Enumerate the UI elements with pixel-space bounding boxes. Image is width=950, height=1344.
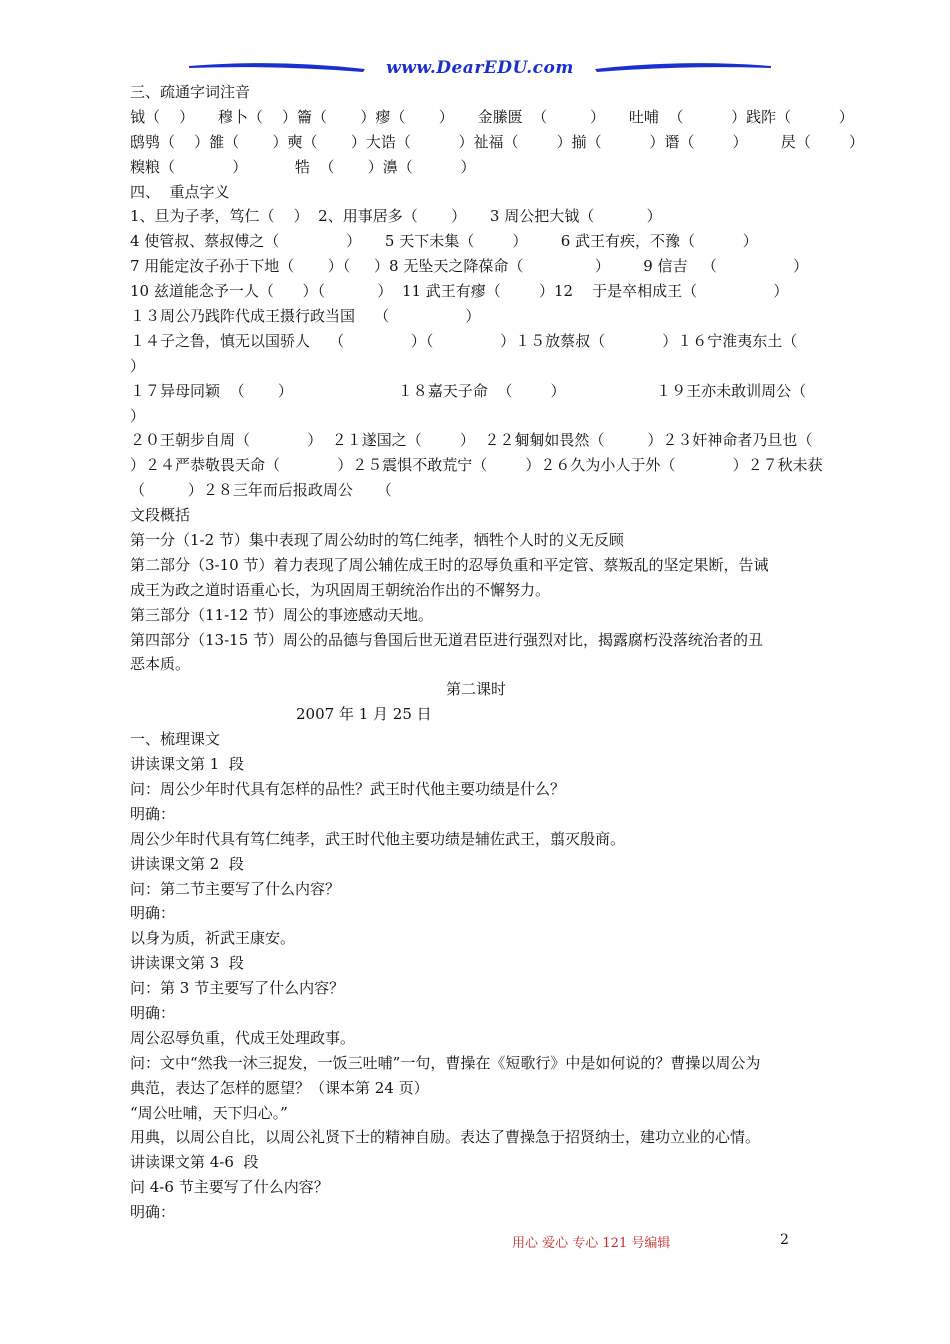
text-line: 钺（ ） 穆卜（ ）籥（ ）瘳（ ） 金縢匮 （ ） 吐哺 （ ）践阼（ ）: [130, 107, 854, 126]
text-line: 问：第二节主要写了什么内容？: [130, 879, 341, 898]
text-line: 周公忍辱负重，代成王处理政事。: [130, 1028, 356, 1047]
text-line: 4 使管叔、蔡叔傅之（ ） 5 天下未集（ ） 6 武王有疾，不豫（ ）: [130, 232, 758, 251]
page-number: 2: [780, 1232, 789, 1248]
text-line: 问：周公少年时代具有怎样的品性？武王时代他主要功绩是什么？: [130, 779, 566, 798]
text-line: 7 用能定汝子孙于下地（ ）（ ）8 无坠天之降葆命（ ） 9 信吉 （ ）: [130, 257, 809, 276]
text-line: 明确：: [130, 904, 176, 923]
text-line: 第四部分（13-15 节）周公的品德与鲁国后世无道君臣进行强烈对比，揭露腐朽没落统治者的丑: [130, 630, 764, 649]
footer-note: 用心 爱心 专心 121 号编辑: [512, 1236, 671, 1251]
document-body: [130, 80, 864, 1225]
text-line: 讲读课文第 2 段: [130, 854, 244, 873]
text-line: 成王为政之道时语重心长，为巩固周王朝统治作出的不懈努力。: [130, 580, 551, 599]
text-line: 以身为质，祈武王康安。: [130, 929, 296, 948]
text-line: （ ）２８三年而后报政周公 （: [130, 481, 392, 500]
text-line: １３周公乃践阼代成王摄行政当国 （ ）: [130, 307, 481, 326]
text-line: 明确：: [130, 1203, 176, 1222]
site-logo-text: www.DearEDU.com: [386, 58, 574, 78]
section-heading: 一、梳理课文: [130, 730, 221, 749]
text-line: 恶本质。: [130, 655, 191, 674]
lesson-date: 2007 年 1 月 25 日: [296, 705, 432, 724]
text-line: 讲读课文第 1 段: [130, 755, 244, 774]
text-line: ２０王朝步自周（ ） ２１遂国之（ ） ２２匔匔如畏然（ ）２３奸神命者乃旦也（: [130, 431, 813, 450]
text-line: 讲读课文第 3 段: [130, 954, 244, 973]
text-line: 典范，表达了怎样的愿望？（课本第 24 页）: [130, 1078, 429, 1097]
text-line: 1、旦为子孝，笃仁（ ） 2、用事居多（ ） 3 周公把大钺（ ）: [130, 207, 662, 226]
text-line: 问：第 3 节主要写了什么内容？: [130, 979, 345, 998]
text-line: ）: [130, 406, 146, 425]
section-heading: 四、 重点字义: [130, 182, 230, 201]
text-line: 用典，以周公自比，以周公礼贤下士的精神自励。表达了曹操急于招贤纳士，建功立业的心情。: [130, 1128, 761, 1147]
text-line: 明确：: [130, 1003, 176, 1022]
text-line: 明确：: [130, 804, 176, 823]
section-heading: 文段概括: [130, 506, 191, 525]
text-line: 糗粮（ ） 牿 （ ）濞（ ）: [130, 157, 476, 176]
text-line: 鸱鸮（ ）雒（ ）奭（ ）大诰（ ）祉福（ ）揃（ ）谮（ ） 昃（ ）: [130, 132, 864, 151]
text-line: 第二部分（3-10 节）着力表现了周公辅佐成王时的忍辱负重和平定管、蔡叛乱的坚定果断，告诫: [130, 555, 769, 574]
section-heading: 三、疏通字词注音: [130, 83, 251, 101]
text-line: 第三部分（11-12 节）周公的事迹感动天地。: [130, 605, 434, 624]
text-line: 讲读课文第 4-6 段: [130, 1153, 259, 1172]
text-line: １４子之鲁，慎无以国骄人 （ ）（ ）１５放蔡叔（ ）１６宁淮夷东土（: [130, 331, 798, 350]
text-line: 问：文中“然我一沐三捉发，一饭三吐哺”一句，曹操在《短歌行》中是如何说的？曹操以周公为: [130, 1053, 761, 1072]
text-line: 周公少年时代具有笃仁纯孝，武王时代他主要功绩是辅佐武王，翦灭殷商。: [130, 829, 626, 848]
lesson-title: 第二课时: [445, 680, 506, 699]
text-line: 10 兹道能念予一人（ ）（ ） 11 武王有瘳（ ）12 于是卒相成王（ ）: [130, 282, 789, 301]
text-line: “周公吐哺，天下归心。”: [130, 1103, 288, 1122]
text-line: 问 4-6 节主要写了什么内容？: [130, 1178, 329, 1197]
text-line: １７异母同颖 （ ） １８嘉天子命 （ ） １９王亦未敢训周公（: [130, 381, 807, 400]
text-line: ）２４严恭敬畏天命（ ）２５震惧不敢荒宁（ ）２６久为小人于外（ ）２７秋未获: [130, 456, 823, 475]
text-line: ）: [130, 356, 146, 375]
text-line: 第一分（1-2 节）集中表现了周公幼时的笃仁纯孝，牺牲个人时的义无反顾: [130, 531, 624, 550]
